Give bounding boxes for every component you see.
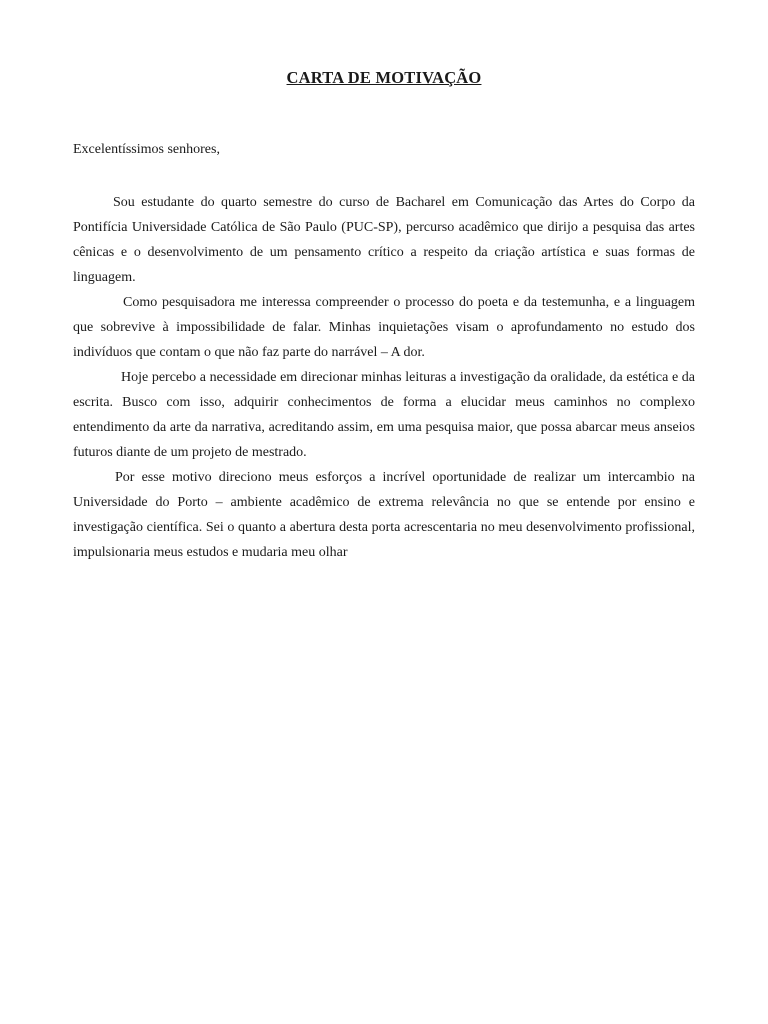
document-title: CARTA DE MOTIVAÇÃO	[286, 68, 482, 87]
salutation: Excelentíssimos senhores,	[73, 142, 220, 157]
paragraph-4: Por esse motivo direciono meus esforços a incrível oportunidade de realizar um intercambio na Universidade do Porto – ambiente acadêmico de extrema relevância no que se entende por ensino e investigação científica. Sei o quanto a abertura desta porta acrescentaria no meu desenvolvimento profissional, impulsionaria meus estudos e mudaria meu olhar	[73, 470, 695, 560]
paragraph-1: Sou estudante do quarto semestre do curso de Bacharel em Comunicação das Artes do Corpo da Pontifícia Universidade Católica de São Paulo (PUC-SP), percurso acadêmico que dirijo a pesquisa das artes cênicas e o desenvolvimento de um pensamento crítico a respeito da criação artística e suas formas de linguagem.	[73, 195, 695, 285]
letter-body	[73, 190, 695, 565]
paragraph-2: Como pesquisadora me interessa compreender o processo do poeta e da testemunha, e a linguagem que sobrevive à impossibilidade de falar. Minhas inquietações visam o aprofundamento no estudo dos indivíduos que contam o que não faz parte do narrável – A dor.	[73, 295, 695, 360]
paragraph-3: Hoje percebo a necessidade em direcionar minhas leituras a investigação da oralidade, da estética e da escrita. Busco com isso, adquirir conhecimentos de forma a elucidar meus caminhos no complexo entendimento da arte da narrativa, acreditando assim, em uma pesquisa maior, que possa abarcar meus anseios futuros diante de um projeto de mestrado.	[73, 370, 695, 460]
